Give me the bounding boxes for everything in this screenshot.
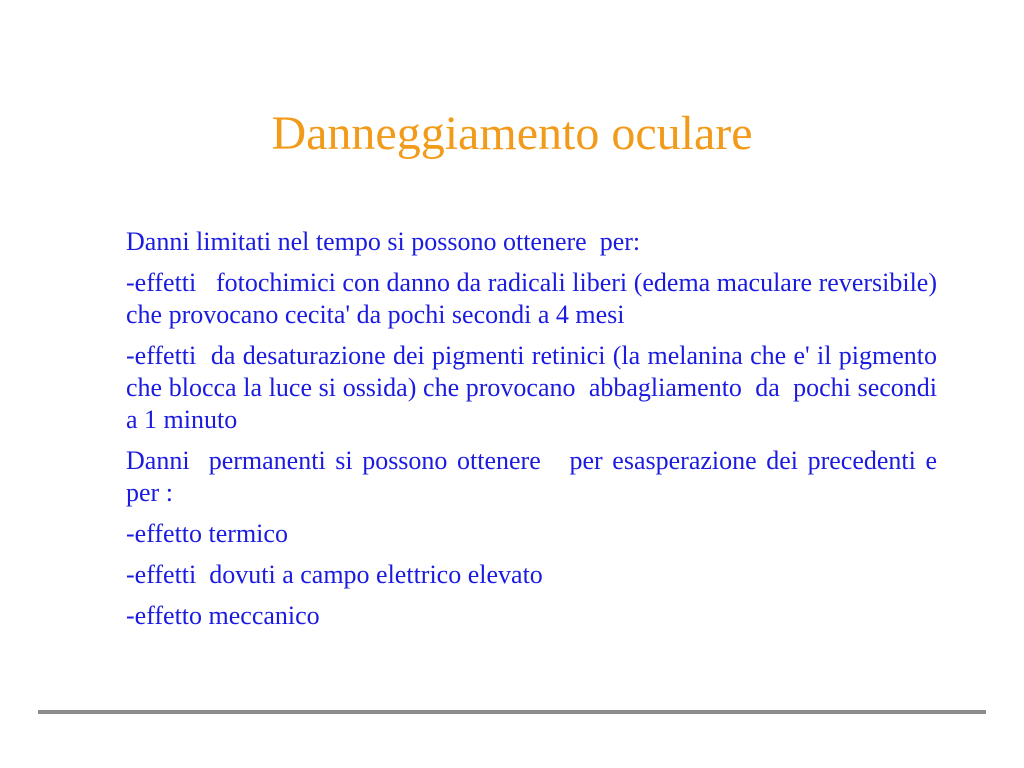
paragraph-photochemical-effects: -effetti fotochimici con danno da radicali liberi (edema maculare reversibile) che provocano cecita' da pochi secondi a 4 mesi (126, 268, 950, 329)
slide-body (126, 226, 950, 641)
slide-title: Danneggiamento oculare (271, 107, 753, 160)
paragraph-intro-permanent: Danni permanenti si possono ottenere per esasperazione dei precedenti e per : (126, 446, 944, 507)
paragraph-desaturation-effects: -effetti da desaturazione dei pigmenti retinici (la melanina che e' il pigmento che blocca la luce si ossida) che provocano abbagliamento da pochi secondi a 1 minuto (126, 341, 944, 434)
bottom-divider (38, 710, 986, 714)
paragraph-electric-field-effects: -effetti dovuti a campo elettrico elevato (126, 560, 543, 589)
paragraph-mechanical-effect: -effetto meccanico (126, 601, 320, 630)
paragraph-intro-temporary: Danni limitati nel tempo si possono ottenere per: (126, 227, 641, 256)
paragraph-thermal-effect: -effetto termico (126, 519, 288, 548)
